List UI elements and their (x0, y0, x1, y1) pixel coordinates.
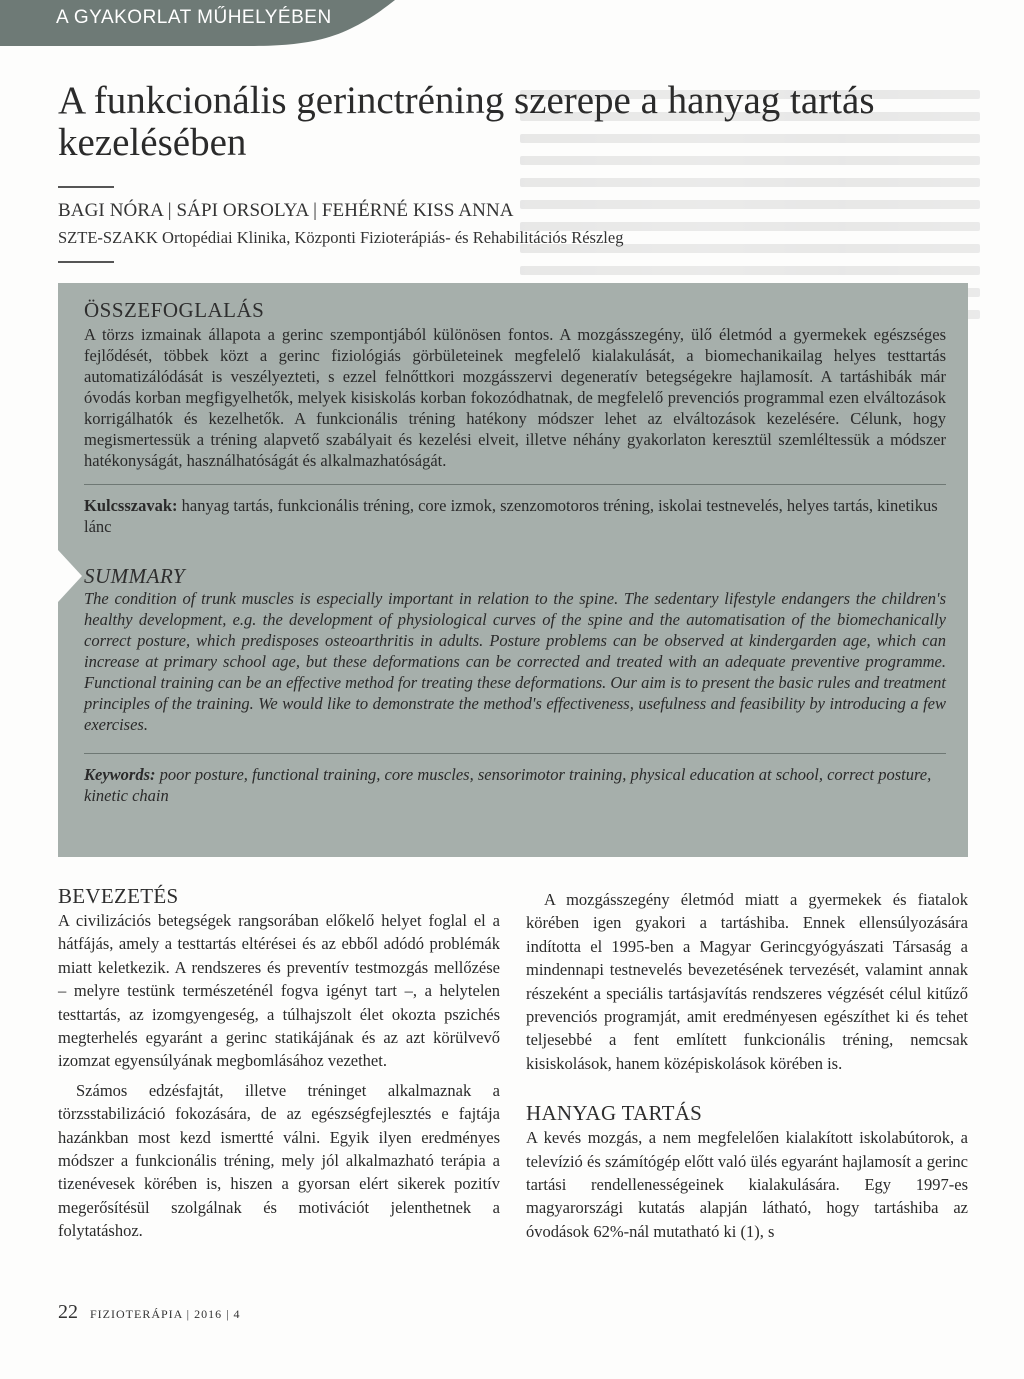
section-tab-label: A GYAKORLAT MŰHELYÉBEN (56, 7, 332, 28)
abstract-notch (58, 550, 82, 602)
paragraph: A kevés mozgás, a nem megfelelően kialakított iskolabútorok, a televízió és számítógép előtt való ülés egyaránt hajlamosít a gerinc tartási rendellenességeinek kialakulására. Egy 1997-es magyarországi kutatás alapján látható, hogy tartáshiba az óvodások 62%-nál mutatható ki (1), s (526, 1128, 968, 1241)
keywords-hu (84, 495, 946, 537)
abstract-heading-en: SUMMARY (84, 564, 186, 588)
affiliation: SZTE-SZAKK Ortopédiai Klinika, Központi Fizioterápiás- és Rehabilitációs Részleg (58, 228, 624, 247)
keywords-divider-hu (84, 484, 946, 485)
body-column-left (58, 884, 500, 1243)
body-column-right (526, 888, 968, 1243)
keywords-en (84, 764, 946, 806)
keywords-label-hu: Kulcsszavak: (84, 496, 178, 515)
keywords-values-hu: hanyag tartás, funkcionális tréning, core izmok, szenzomotoros tréning, iskolai testnevelés, helyes tartás, kinetikus lánc (84, 496, 938, 536)
abstract-text-hu: A törzs izmainak állapota a gerinc szempontjából különösen fontos. A mozgásszegény, ülő életmód a gyermekek egészséges fejlődését, többek közt a gerinc fiziológiás görbületeinek megfelelő kialakulását, a biomechanikailag helyes testtartás automatizálódását is veszélyezteti, s ezzel felnőttkori mozgásszervi degeneratív betegségekre hajlamosít. A tartáshibák már óvodás korban megfigyelhetők, melyek kisiskolás korban fokozódhatnak, de megfelelő prevenciós programmal ezen elváltozások korrigálhatók és kezelhetők. A funkcionális tréning hatékony módszer lehet az elváltozások kezelésére. Célunk, hogy megismertessük a tréning alapvető szabályait és kezelési elveit, illetve néhány gyakorlaton keresztül szemléltessük a módszer hatékonyságát, használhatóságát és alkalmazhatóságát. (84, 325, 946, 470)
paragraph: Számos edzésfajtát, illetve tréninget alkalmaznak a törzsstabilizáció fokozására, de az egészségfejlesztés e fajtája hazánkban most kezd ismertté válni. Egyik ilyen eredményes módszer a funkcionális tréning, mely jól alkalmazható terápia a tizenévesek körében is, hiszen a gyorsan elért sikerek pozitív megerősítésül szolgálnak és motivációt jelenthetnek a folytatáshoz. (58, 1080, 500, 1241)
journal-info: FIZIOTERÁPIA | 2016 | 4 (90, 1307, 241, 1321)
section-heading-bevezetes: BEVEZETÉS (58, 884, 179, 908)
page-footer (58, 1301, 240, 1324)
authors-rule (58, 261, 114, 263)
article-title: A funkcionális gerinctréning szerepe a hanyag tartás kezelésében (58, 79, 875, 164)
title-rule (58, 186, 114, 188)
author-list: BAGI NÓRA | SÁPI ORSOLYA | FEHÉRNÉ KISS ANNA (58, 200, 514, 221)
paragraph: A mozgásszegény életmód miatt a gyermekek és fiatalok körében igen gyakori a tartáshiba. Ennek ellensúlyozására indította el 1995-ben a Magyar Gerincgyógyászati Társaság a mindennapi testnevelés bevezetésének tervezését, valamint annak részeként a speciális tartásjavítás rendszeres végzését célul kitűző prevenciós programját, amit eredményesen egészíthet ki és tehet teljesebbé a fent említett funkcionális tréning, nemcsak kisiskolások, hanem középiskolások körében is. (526, 890, 968, 1073)
keywords-values-en: poor posture, functional training, core muscles, sensorimotor training, physical education at school, correct posture, kinetic chain (84, 765, 932, 805)
page-number: 22 (58, 1301, 78, 1323)
keywords-divider-en (84, 753, 946, 754)
section-tab (0, 0, 400, 44)
paragraph: A civilizációs betegségek rangsorában előkelő helyet foglal el a hátfájás, amely a testtartás eltérései és az ebből adódó problémák miatt keletkezik. A rendszeres és preventív testmozgás mellőzése – melyre testünk természeténél fogva igényt tart –, a helytelen testtartás, az izomgyengeség, a túlhajszolt élet okozta pszichés megterhelés egyaránt a gerinc statikájának és az azt körülvevő izomzat egyensúlyának megbomlásához vezethet. (58, 911, 500, 1071)
keywords-label-en: Keywords: (84, 765, 156, 784)
section-heading-hanyag-tartas: HANYAG TARTÁS (526, 1101, 703, 1126)
abstract-content (84, 296, 946, 806)
abstract-text-en: The condition of trunk muscles is especially important in relation to the spine. The sedentary lifestyle endangers the children's healthy development, e.g. the development of physiological curves of the spine and the automatisation of the biomechanically correct posture, which predisposes osteoarthritis in adults. Posture problems can be observed at kindergarden age, which can increase at primary school age, but these deformations can be corrected and treated with an adequate preventive programme. Functional training can be an effective method for treating these deformations. Our aim is to present the basic rules and treatment principles of the training. We would like to demonstrate the method's effectiveness, usefulness and feasibility by introducing a few exercises. (84, 589, 947, 734)
abstract-heading-hu: ÖSSZEFOGLALÁS (84, 298, 265, 322)
